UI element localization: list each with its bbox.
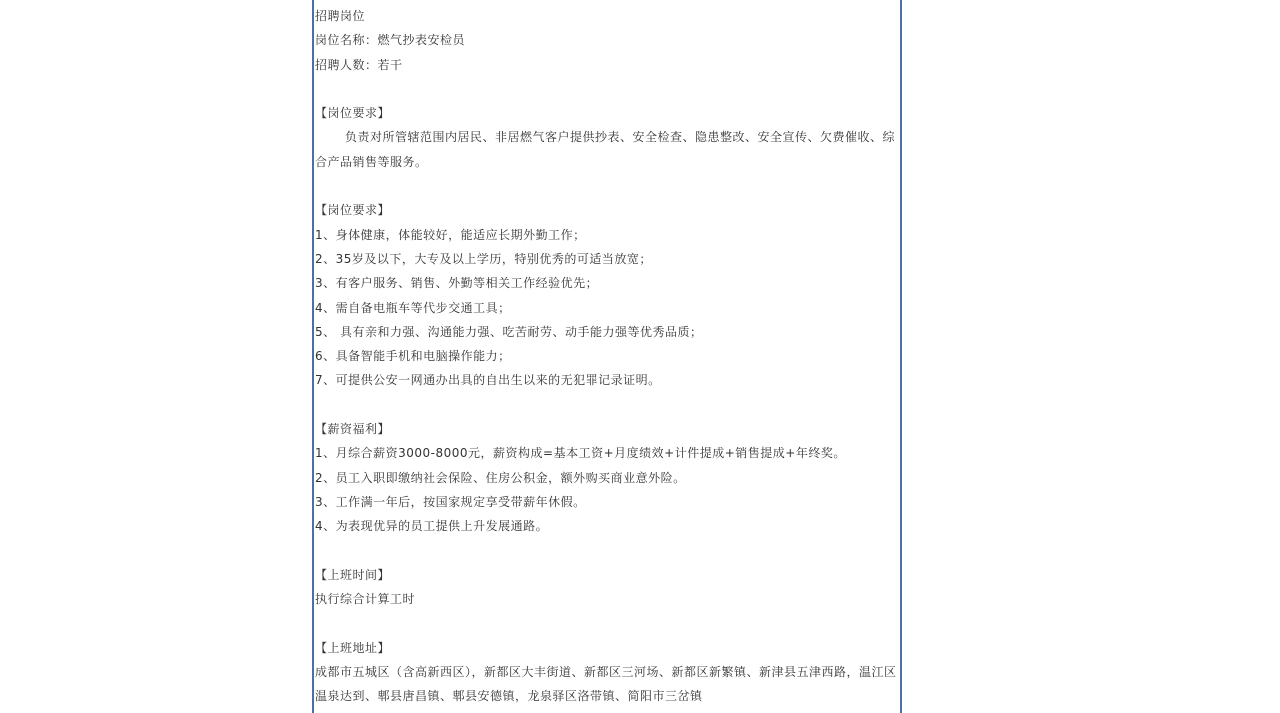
spacer xyxy=(314,539,900,563)
duties-title: 【岗位要求】 xyxy=(315,106,391,121)
requirement-item: 4、需自备电瓶车等代步交通工具； xyxy=(315,300,511,315)
benefits-title: 【薪资福利】 xyxy=(315,422,391,437)
benefit-item: 2、员工入职即缴纳社会保险、住房公积金，额外购买商业意外险。 xyxy=(315,470,686,485)
hours-text: 执行综合计算工时 xyxy=(315,592,416,607)
document-page xyxy=(312,0,902,713)
location-text: 成都市五城区（含高新西区），新都区大丰街道、新都区三河场、新都区新繁镇、新津县五津西路，温江区温泉达到、郫县唐昌镇、郫县安德镇，龙泉驿区洛带镇、简阳市三岔镇 xyxy=(315,665,897,704)
requirement-item: 3、有客户服务、销售、外勤等相关工作经验优先； xyxy=(315,276,599,291)
spacer xyxy=(314,393,900,417)
requirement-item: 6、具备智能手机和电脑操作能力； xyxy=(315,349,511,364)
location-title: 【上班地址】 xyxy=(315,640,391,655)
requirement-item: 2、35岁及以下，大专及以上学历，特别优秀的可适当放宽； xyxy=(315,251,652,266)
duties-text: 负责对所管辖范围内居民、非居燃气客户提供抄表、安全检查、隐患整改、安全宣传、欠费催收、综合产品销售等服务。 xyxy=(315,130,896,169)
spacer xyxy=(314,77,900,101)
benefit-item: 1、月综合薪资3000-8000元，薪资构成=基本工资+月度绩效+计件提成+销售提成+年终奖。 xyxy=(315,446,846,461)
position-name: 岗位名称：燃气抄表安检员 xyxy=(315,33,466,48)
hours-title: 【上班时间】 xyxy=(315,567,391,582)
spacer xyxy=(314,611,900,635)
job-heading: 招聘岗位 xyxy=(315,9,366,23)
spacer xyxy=(314,174,900,198)
requirements-title: 【岗位要求】 xyxy=(315,203,391,218)
benefit-item: 4、为表现优异的员工提供上升发展通路。 xyxy=(315,519,549,534)
benefit-item: 3、工作满一年后，按国家规定享受带薪年休假。 xyxy=(315,494,586,509)
requirement-item: 5、 具有亲和力强、沟通能力强、吃苦耐劳、动手能力强等优秀品质； xyxy=(315,324,703,339)
requirement-item: 1、身体健康，体能较好，能适应长期外勤工作； xyxy=(315,227,586,242)
job-posting xyxy=(314,0,900,709)
headcount: 招聘人数：若干 xyxy=(315,57,403,72)
requirement-item: 7、可提供公安一网通办出具的自出生以来的无犯罪记录证明。 xyxy=(315,373,661,388)
